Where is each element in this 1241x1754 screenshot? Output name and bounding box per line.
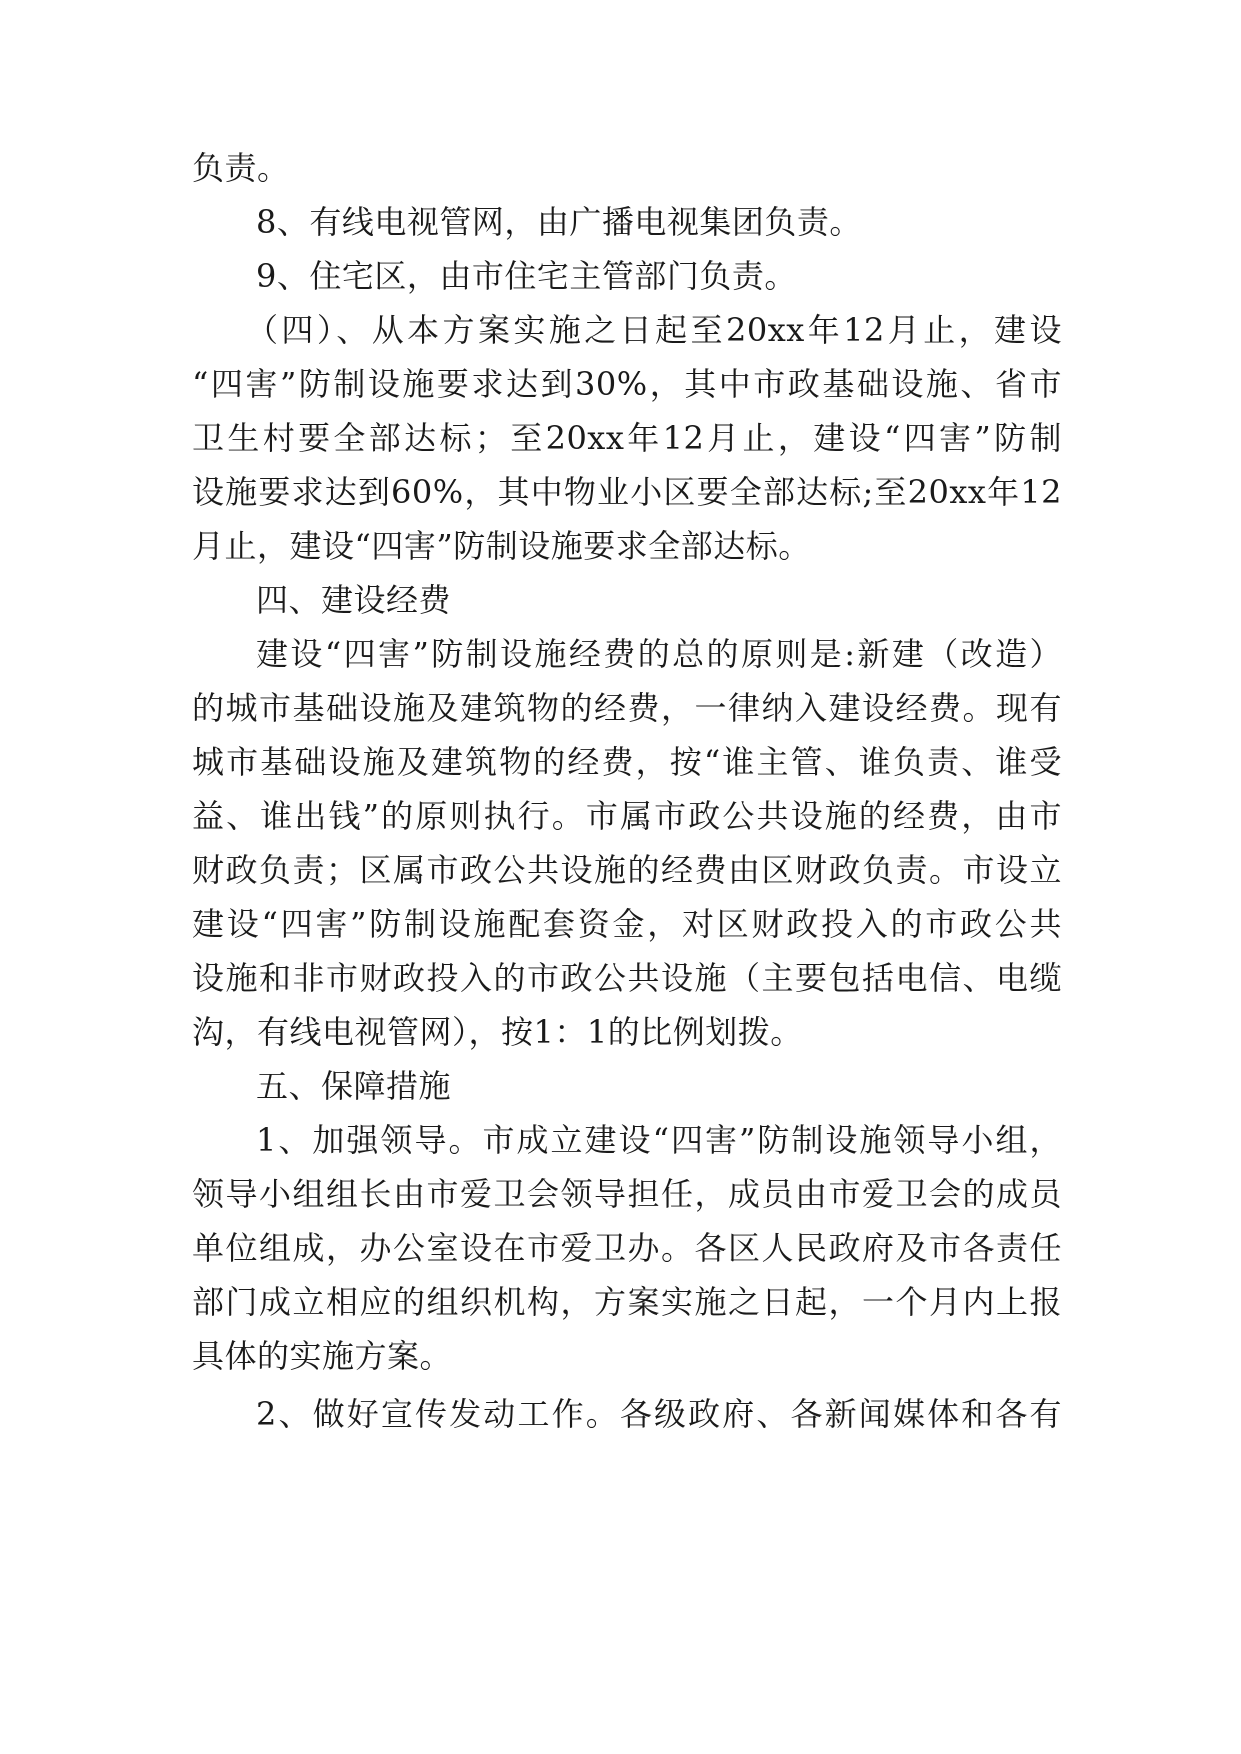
text-line: 沟，有线电视管网），按1：1的比例划拨。 (192, 1013, 803, 1051)
text-line: （四）、从本方案实施之日起至20xx年12月止，建设 (246, 311, 1062, 349)
text-line: 设施和非市财政投入的市政公共设施（主要包括电信、电缆 (192, 959, 1062, 997)
text-line: 单位组成，办公室设在市爱卫办。各区人民政府及市各责任 (192, 1229, 1062, 1267)
text-line: 领导小组组长由市爱卫会领导担任，成员由市爱卫会的成员 (192, 1175, 1062, 1213)
text-line: 1、加强领导。市成立建设“四害”防制设施领导小组， (256, 1121, 1062, 1159)
text-line: 2、做好宣传发动工作。各级政府、各新闻媒体和各有 (256, 1395, 1062, 1433)
text-line: 8、有线电视管网，由广播电视集团负责。 (256, 203, 862, 241)
section-heading: 四、建设经费 (256, 581, 452, 619)
text-line: 设施要求达到60%，其中物业小区要全部达标;至20xx年12 (192, 473, 1062, 511)
text-line: 的城市基础设施及建筑物的经费，一律纳入建设经费。现有 (192, 689, 1062, 727)
text-line: 9、住宅区，由市住宅主管部门负责。 (256, 257, 797, 295)
text-line: 月止，建设“四害”防制设施要求全部达标。 (192, 527, 811, 565)
text-line: 建设“四害”防制设施配套资金，对区财政投入的市政公共 (192, 905, 1062, 943)
text-line: 具体的实施方案。 (192, 1337, 453, 1375)
text-line: 建设“四害”防制设施经费的总的原则是:新建（改造） (256, 635, 1062, 673)
text-line: 益、谁出钱”的原则执行。市属市政公共设施的经费，由市 (192, 797, 1062, 835)
text-line: 卫生村要全部达标；至20xx年12月止，建设“四害”防制 (192, 419, 1062, 457)
text-line: 城市基础设施及建筑物的经费，按“谁主管、谁负责、谁受 (192, 743, 1062, 781)
section-heading: 五、保障措施 (256, 1067, 452, 1105)
text-line: 部门成立相应的组织机构，方案实施之日起，一个月内上报 (192, 1283, 1062, 1321)
text-line: “四害”防制设施要求达到30%，其中市政基础设施、省市 (192, 365, 1062, 403)
text-line: 负责。 (192, 149, 290, 187)
text-line: 财政负责；区属市政公共设施的经费由区财政负责。市设立 (192, 851, 1062, 889)
